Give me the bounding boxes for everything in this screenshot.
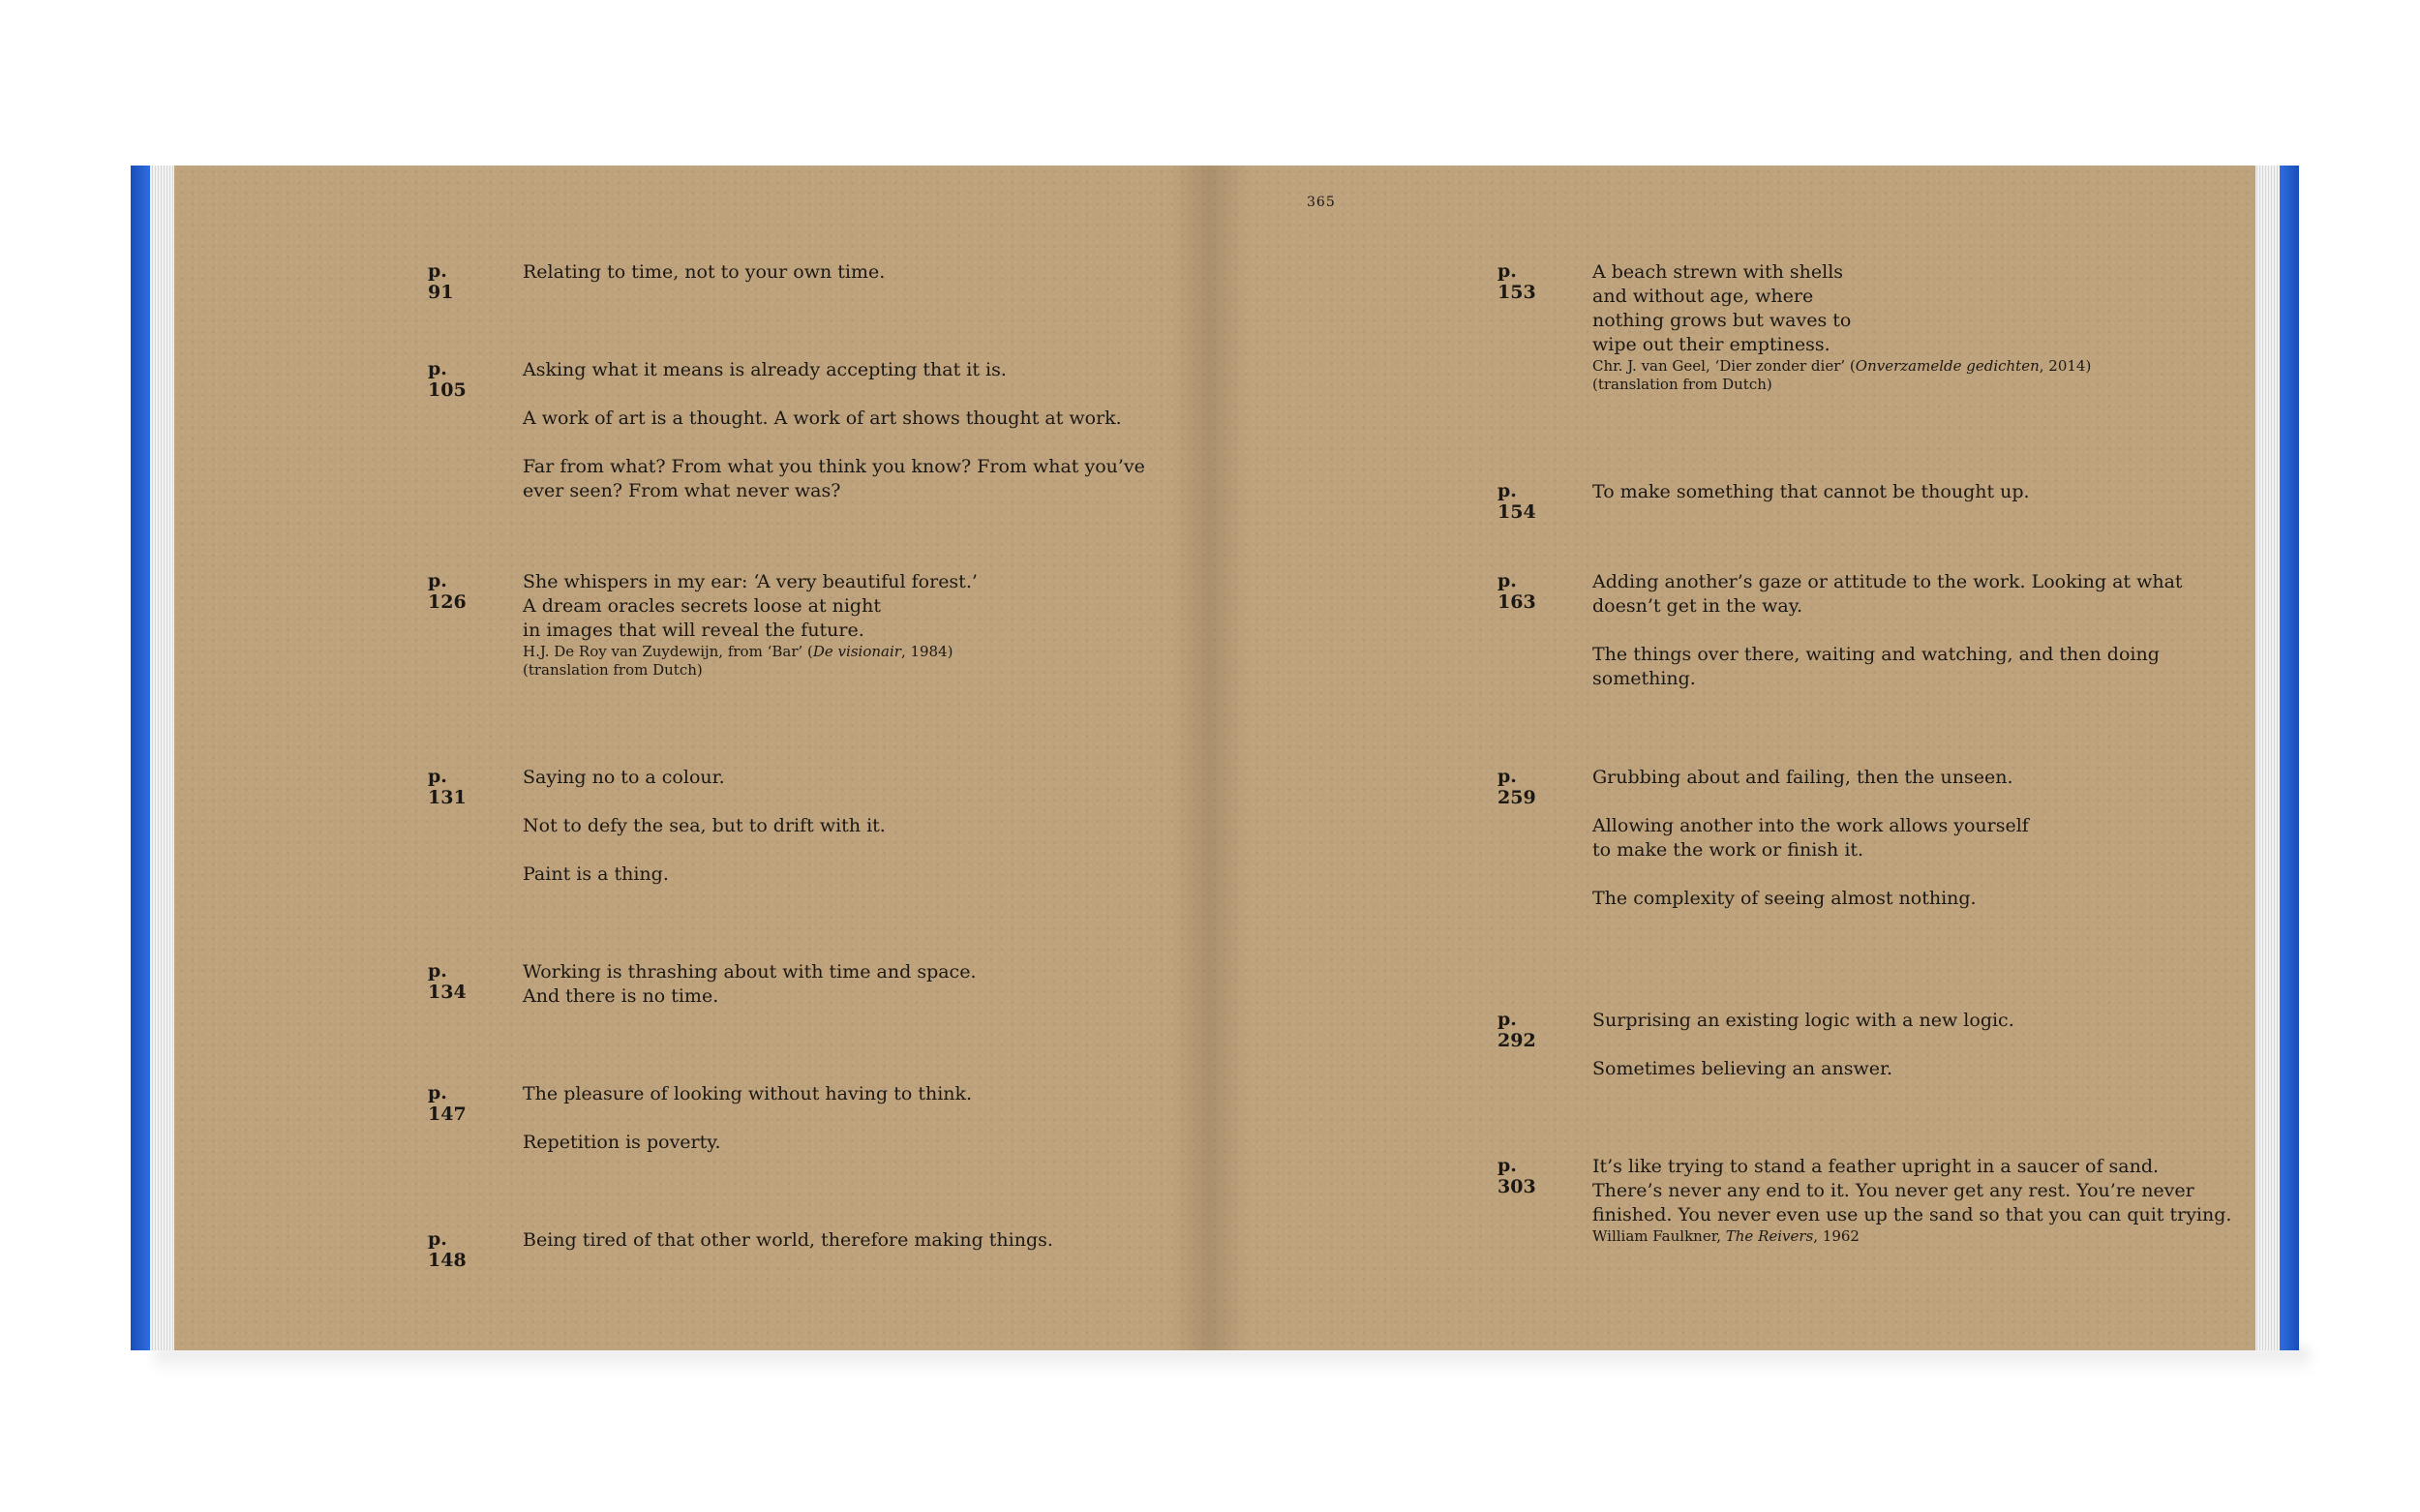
quote-text <box>1592 570 2251 691</box>
book-spread <box>174 166 2255 1350</box>
text-line: ever seen? From what never was? <box>523 480 841 501</box>
text-line: And there is no time. <box>523 985 719 1007</box>
text-line: finished. You never even use up the sand so that you can quit trying. <box>1592 1204 2232 1225</box>
text-line: wipe out their emptiness. <box>1592 334 1830 355</box>
quote-paragraph <box>1592 480 2251 504</box>
quote-paragraph <box>523 1228 1181 1253</box>
page-reference: p. 163 <box>1497 570 1536 613</box>
page-reference: p. 148 <box>428 1228 467 1271</box>
page-reference: p. 259 <box>1497 766 1536 808</box>
quote-paragraph <box>523 766 1181 790</box>
page-reference: p. 131 <box>428 766 467 808</box>
quote-paragraph <box>523 960 1181 1009</box>
citation-year: , 2014) <box>2039 357 2092 375</box>
quote-paragraph <box>523 570 1181 680</box>
quote-paragraph <box>1592 1057 2251 1081</box>
text-line: Working is thrashing about with time and space. <box>523 961 977 983</box>
cover-right-edge <box>2280 166 2299 1350</box>
page-reference: p. 91 <box>428 260 454 303</box>
citation-author: H.J. De Roy van Zuydewijn, from ‘Bar’ ( <box>523 643 813 660</box>
text-line: Grubbing about and failing, then the unseen. <box>1592 767 2013 788</box>
text-line: in images that will reveal the future. <box>523 620 864 641</box>
text-line: and without age, where <box>1592 286 1814 307</box>
text-line: A dream oracles secrets loose at night <box>523 595 881 617</box>
text-line: She whispers in my ear: ‘A very beautiful forest.’ <box>523 571 978 592</box>
page-number: 365 <box>1307 195 1336 210</box>
text-line: The things over there, waiting and watching, and then doing <box>1592 644 2160 665</box>
quote-paragraph <box>1592 814 2251 862</box>
quote-text <box>523 1228 1181 1253</box>
open-book <box>131 166 2299 1350</box>
page-edges-right <box>2255 166 2280 1350</box>
cover-left-edge <box>131 166 150 1350</box>
page-reference: p. 154 <box>1497 480 1536 523</box>
quote-paragraph <box>1592 260 2251 394</box>
text-line: Surprising an existing logic with a new logic. <box>1592 1010 2014 1031</box>
text-line: doesn’t get in the way. <box>1592 595 1802 617</box>
quote-paragraph <box>1592 1155 2251 1246</box>
quote-text <box>523 358 1181 503</box>
citation-year: , 1984) <box>900 643 953 660</box>
text-line: A beach strewn with shells <box>1592 261 1844 283</box>
quote-text <box>1592 260 2251 394</box>
text-line: The pleasure of looking without having to think. <box>523 1083 973 1104</box>
text-line: Being tired of that other world, therefore making things. <box>523 1229 1053 1251</box>
text-line: Sometimes believing an answer. <box>1592 1058 1892 1079</box>
quote-text <box>1592 480 2251 504</box>
text-line: The complexity of seeing almost nothing. <box>1592 888 1977 909</box>
citation-author: William Faulkner, <box>1592 1227 1726 1245</box>
text-line: Saying no to a colour. <box>523 767 725 788</box>
page-reference: p. 134 <box>428 960 467 1003</box>
page-reference: p. 153 <box>1497 260 1536 303</box>
citation-title: The Reivers <box>1725 1227 1814 1245</box>
page-edges-left <box>150 166 174 1350</box>
quote-text <box>1592 766 2251 911</box>
text-line: Adding another’s gaze or attitude to the work. Looking at what <box>1592 571 2183 592</box>
text-line: nothing grows but waves to <box>1592 310 1852 331</box>
quote-paragraph <box>1592 766 2251 790</box>
citation-author: Chr. J. van Geel, ‘Dier zonder dier’ ( <box>1592 357 1856 375</box>
quote-paragraph <box>1592 570 2251 619</box>
quote-text <box>1592 1155 2251 1246</box>
text-line: Paint is a thing. <box>523 863 669 885</box>
text-line: To make something that cannot be thought up. <box>1592 481 2030 502</box>
page-reference: p. 292 <box>1497 1009 1536 1051</box>
text-line: Repetition is poverty. <box>523 1132 721 1153</box>
quote-paragraph <box>523 1082 1181 1106</box>
text-line: Far from what? From what you think you know? From what you’ve <box>523 456 1145 477</box>
quote-paragraph <box>1592 887 2251 911</box>
text-line: Allowing another into the work allows yourself <box>1592 815 2029 836</box>
quote-text <box>523 260 1181 285</box>
text-line: A work of art is a thought. A work of art shows thought at work. <box>523 408 1122 429</box>
quote-text <box>523 766 1181 887</box>
text-line: Not to defy the sea, but to drift with it. <box>523 815 886 836</box>
citation <box>1592 1227 2251 1246</box>
citation-title: Onverzamelde gedichten <box>1855 357 2040 375</box>
citation-title: De visionair <box>812 643 901 660</box>
page-reference: p. 126 <box>428 570 467 613</box>
quote-text <box>523 1082 1181 1155</box>
citation <box>1592 357 2251 376</box>
citation <box>523 643 1181 661</box>
quote-paragraph <box>523 1131 1181 1155</box>
citation-note: (translation from Dutch) <box>523 661 703 679</box>
quote-text <box>1592 1009 2251 1081</box>
quote-text <box>523 960 1181 1009</box>
quote-paragraph <box>1592 643 2251 691</box>
quote-paragraph <box>523 407 1181 431</box>
quote-paragraph <box>523 358 1181 382</box>
text-line: Asking what it means is already accepting that it is. <box>523 359 1007 380</box>
spine-gutter <box>1171 166 1249 1350</box>
text-line: to make the work or finish it. <box>1592 839 1864 861</box>
book-shadow <box>155 1347 2310 1373</box>
text-line: something. <box>1592 668 1696 689</box>
quote-paragraph <box>523 260 1181 285</box>
quote-text <box>523 570 1181 680</box>
page-reference: p. 105 <box>428 358 467 401</box>
citation-year: , 1962 <box>1813 1227 1860 1245</box>
citation-note: (translation from Dutch) <box>1592 376 1772 393</box>
page-reference: p. 147 <box>428 1082 467 1125</box>
quote-paragraph <box>1592 1009 2251 1033</box>
quote-paragraph <box>523 814 1181 838</box>
text-line: There’s never any end to it. You never get any rest. You’re never <box>1592 1180 2194 1201</box>
quote-paragraph <box>523 455 1181 503</box>
text-line: Relating to time, not to your own time. <box>523 261 886 283</box>
page-reference: p. 303 <box>1497 1155 1536 1197</box>
quote-paragraph <box>523 862 1181 887</box>
text-line: It’s like trying to stand a feather upright in a saucer of sand. <box>1592 1156 2160 1177</box>
